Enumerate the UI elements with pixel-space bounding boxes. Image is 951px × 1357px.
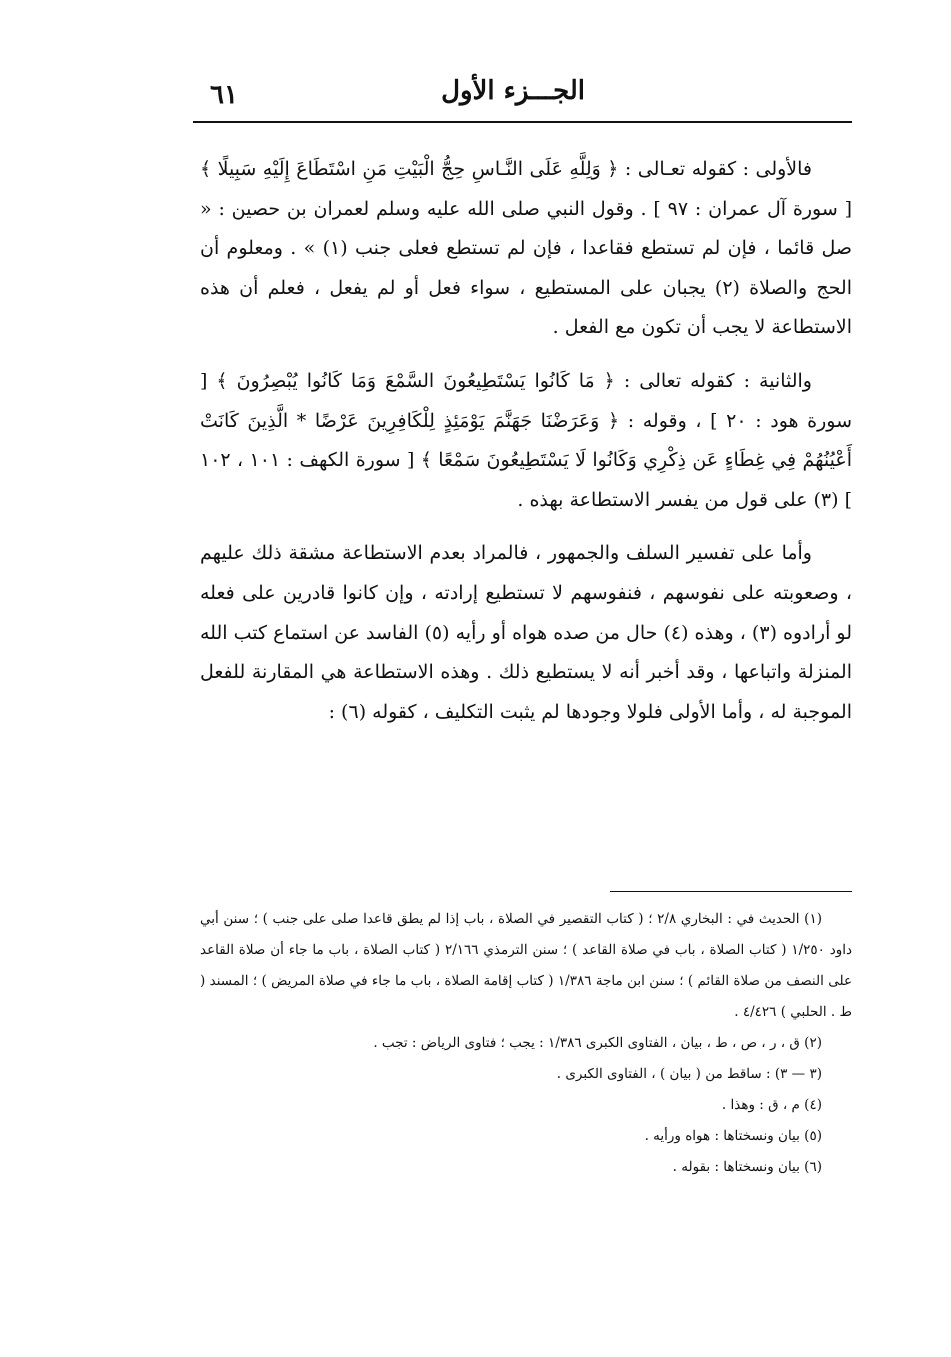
part-title: الجـــزء الأول	[441, 76, 585, 106]
footnote-5: (٥) بيان ونسختاها : هواه ورأيه .	[644, 1128, 822, 1144]
footnote-rule	[610, 891, 852, 892]
paragraph-first-ability: فالأولى : كقوله تعـالى : ﴿ وَلِلَّهِ عَلَى النَّـاسِ حِجُّ الْبَيْتِ مَنِ اسْتَطَاعَ إِلَيْهِ سَبِيلًا ﴾ [ سورة آل عمران : ٩٧ ] . وقول النبي صلى الله عليه وسلم لعمران بن حصين : « صل قائما ، فإن لم تستطع فقاعدا ، فإن لم تستطع فعلى جنب (١) » . ومعلوم أن الحج والصلاة (٢) يجبان على المستطيع ، سواء فعل أو لم يفعل ، فعلم أن هذه الاستطاعة لا يجب أن تكون مع الفعل .	[200, 158, 852, 339]
paragraph-second-ability: والثانية : كقوله تعالى : ﴿ مَا كَانُوا يَسْتَطِيعُونَ السَّمْعَ وَمَا كَانُوا يُبْصِرُونَ ﴾ [ سورة هود : ٢٠ ] ، وقوله : ﴿ وَعَرَضْنَا جَهَنَّمَ يَوْمَئِذٍ لِلْكَافِرِينَ عَرْضًا * الَّذِينَ كَانَتْ أَعْيُنُهُمْ فِي غِطَاءٍ عَن ذِكْرِي وَكَانُوا لَا يَسْتَطِيعُونَ سَمْعًا ﴾ [ سورة الكهف : ١٠١ ، ١٠٢ ] (٣) على قول من يفسر الاستطاعة بهذه .	[200, 369, 853, 511]
footnote-6: (٦) بيان ونسختاها : بقوله .	[672, 1159, 822, 1175]
paragraph-salaf-interpretation: وأما على تفسير السلف والجمهور ، فالمراد بعدم الاستطاعة مشقة ذلك عليهم ، وصعوبته على نفوسهم ، فنفوسهم لا تستطيع إرادته ، وإن كانوا قادرين على فعله لو أرادوه (٣) ، وهذه (٤) حال من صده هواه أو رأيه (٥) الفاسد عن استماع كتب الله المنزلة واتباعها ، وقد أخبر أنه لا يستطيع ذلك . وهذه الاستطاعة هي المقارنة للفعل الموجبة له ، وأما الأولى فلولا وجودها لم يثبت التكليف ، كقوله (٦) :	[200, 542, 853, 723]
footnote-2: (٢) ق ، ر ، ص ، ط ، بيان ، الفتاوى الكبرى ١/٣٨٦ : يجب ؛ فتاوى الرياض : تجب .	[373, 1035, 822, 1051]
running-head	[195, 70, 850, 120]
page-number: ٦١	[210, 80, 238, 110]
main-text	[200, 150, 852, 746]
footnote-1: (١) الحديث في : البخاري ٢/٨ ؛ ( كتاب التقصير في الصلاة ، باب إذا لم يطق قاعدا صلى على جنب ) ؛ سنن أبي داود ١/٢٥٠ ( كتاب الصلاة ، باب في صلاة القاعد ) ؛ سنن الترمذي ٢/١٦٦ ( كتاب الصلاة ، باب ما جاء أن صلاة القاعد على النصف من صلاة القائم ) ؛ سنن ابن ماجة ١/٣٨٦ ( كتاب إقامة الصلاة ، باب ما جاء في صلاة المريض ) ؛ المسند ( ط . الحلبي ) ٤/٤٢٦ .	[200, 911, 853, 1020]
footnote-4: (٤) م ، ق : وهذا .	[721, 1097, 822, 1113]
footnotes	[200, 904, 852, 1183]
footnote-3: (٣ — ٣) : ساقط من ( بيان ) ، الفتاوى الكبرى .	[556, 1066, 822, 1082]
header-rule	[193, 121, 852, 123]
